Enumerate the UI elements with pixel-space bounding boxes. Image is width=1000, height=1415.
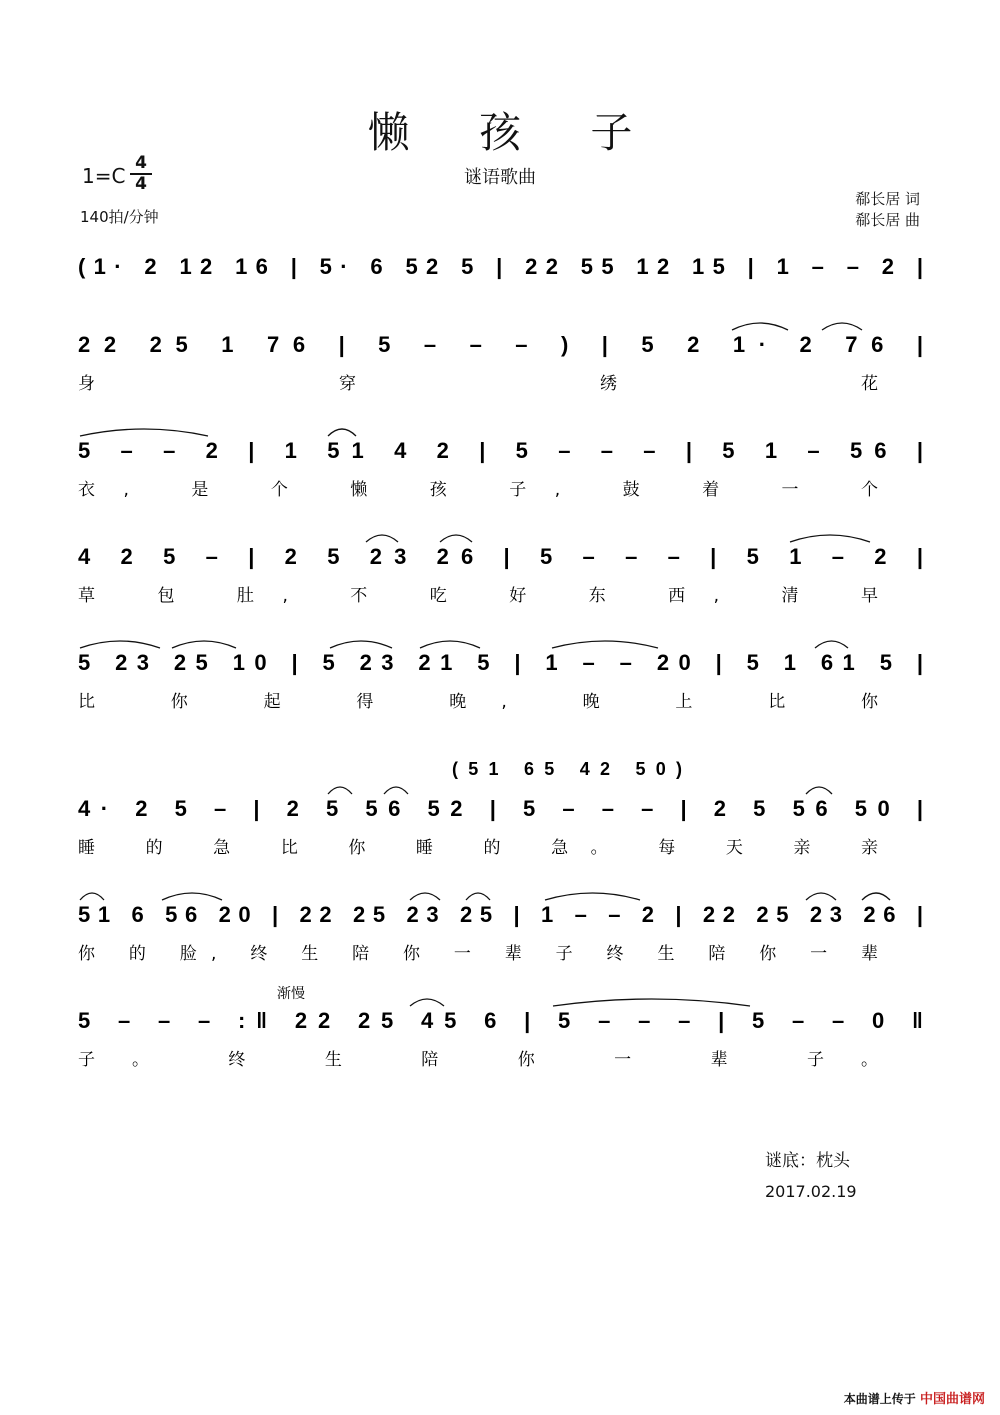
song-title: 懒 孩 子 [367,108,661,157]
slur-arc [330,641,392,648]
slur-arc [862,893,890,900]
notation-line-5: 5 23 25 10 | 5 23 21 5 | 1 – – 20 | 5 1 61 5 | [78,650,923,675]
slur-arc [80,641,160,648]
slur-arc [366,535,398,542]
slur-arc [328,429,356,436]
notation-line-6: 4· 2 5 – | 2 5 56 52 | 5 – – – | 2 5 56 50 | [78,796,923,821]
slur-arc [732,323,788,330]
lyric-line-7: 你 的 脸, 终 生 陪 你 一 辈 子 终 生 陪 你 一 辈 [78,944,879,964]
slur-arc [806,787,832,794]
lyric-line-8: 子。 终 生 陪 你 一 辈 子。 [78,1050,878,1070]
time-signature-top: 4 [135,153,147,173]
slur-arc [410,893,440,900]
slur-arc [466,893,490,900]
riddle-answer: 谜底：枕头 [765,1151,850,1171]
notation-line-4: 4 2 5 – | 2 5 23 26 | 5 – – – | 5 1 – 2 | [78,544,923,569]
slur-arc [384,787,408,794]
slur-arc [80,429,208,436]
tempo-marking: 140拍/分钟 [80,208,159,226]
score-date: 2017.02.19 [765,1182,857,1201]
slur-arc [420,641,480,648]
slur-arc [545,893,640,900]
slur-arc [552,641,658,648]
slur-arc [440,535,472,542]
lyric-line-4: 草 包 肚, 不 吃 好 东 西, 清 早 [78,586,878,606]
slur-arc [328,787,352,794]
slur-arc [815,641,848,648]
time-signature-bottom: 4 [130,173,152,194]
slur-arc [806,893,836,900]
footer-credit [844,1388,985,1407]
lyric-line-2: 身 穿 绣 花 [78,374,878,394]
footer-text: 本曲谱上传于 [843,1392,916,1406]
lyric-line-6: 睡 的 急 比 你 睡 的 急。 每 天 亲 亲 [78,838,878,858]
slur-arc [80,893,104,900]
lyric-line-5: 比 你 起 得 晚, 晚 上 比 你 [78,692,878,712]
slur-arc [162,893,222,900]
song-subtitle: 谜语歌曲 [464,167,536,188]
notation-line-7: 51 6 56 20 | 22 25 23 25 | 1 – – 2 | 22 25 23 26 | [78,902,923,927]
lyric-line-3: 衣, 是 个 懒 孩 子, 鼓 着 一 个 [78,480,878,500]
lyricist-credit: 郗长居 词 [855,190,920,208]
composer-credit: 郗长居 曲 [855,211,920,229]
notation-line-8: 5 – – – :‖ 22 25 45 6 | 5 – – – | 5 – – 0 ‖ [78,1008,923,1033]
tempo-mark-ritardando: 渐慢 [277,986,305,1002]
slur-arc [172,641,236,648]
notation-line-1: (1· 2 12 16 | 5· 6 52 5 | 22 55 12 15 | 1 – – 2 | [78,254,923,279]
key-signature: 1=C [82,164,126,188]
slur-arc [790,535,870,542]
site-logo-text: 中国曲谱网 [919,1392,985,1407]
slur-arc [553,999,750,1006]
interlude-notation: (51 65 42 50) [452,759,682,779]
notation-line-3: 5 – – 2 | 1 51 4 2 | 5 – – – | 5 1 – 56 | [78,438,923,463]
slur-arc [822,323,862,330]
slur-arc [410,999,444,1006]
notation-line-2: 22 25 1 76 | 5 – – – ) | 5 2 1· 2 76 | [78,332,923,357]
